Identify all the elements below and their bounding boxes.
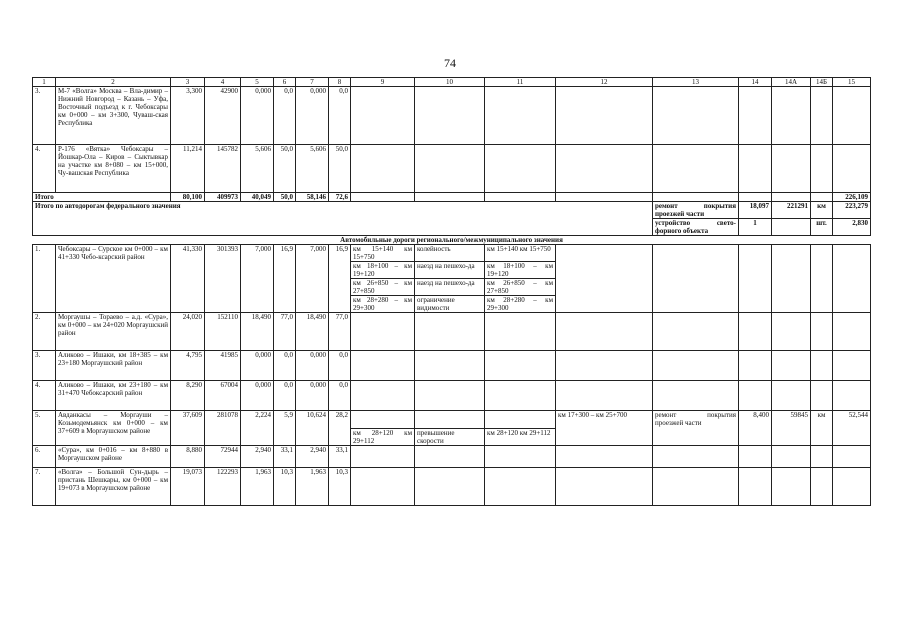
- row-number: 3.: [33, 87, 56, 145]
- cell: 2,940: [241, 446, 274, 468]
- hazard-type: превышение скорости: [415, 429, 485, 446]
- cell: 0,0: [329, 87, 351, 145]
- col-num: 13: [653, 78, 739, 87]
- cell-length: 41,330: [171, 245, 205, 313]
- cell: 0,000: [296, 381, 329, 411]
- hazard-section: км 28+120 км 29+112: [485, 429, 556, 446]
- hazard-section: км 15+140 км 15+750: [485, 245, 556, 262]
- cell: 0,0: [274, 351, 296, 381]
- cell: 10,3: [329, 468, 351, 506]
- table-row: [33, 411, 871, 429]
- cell: 10,624: [296, 411, 329, 446]
- cell: 16,9: [274, 245, 296, 313]
- cell-area: 145782: [205, 145, 241, 193]
- unit: км: [811, 202, 833, 219]
- table-row: [33, 145, 871, 193]
- cell: 5,606: [241, 145, 274, 193]
- work-type: ремонт покрытия проезжей части: [653, 411, 739, 446]
- cell: 7,000: [296, 245, 329, 313]
- cell: 50,0: [329, 145, 351, 193]
- cell: 0,000: [241, 87, 274, 145]
- cell: 2,940: [296, 446, 329, 468]
- row-number: 1.: [33, 245, 56, 313]
- cell-area: 72944: [205, 446, 241, 468]
- row-number: 6.: [33, 446, 56, 468]
- work-type: ремонт покрытия проезжей части: [653, 202, 739, 219]
- cell: 0,0: [274, 87, 296, 145]
- unit: км: [811, 411, 833, 446]
- table-row: [33, 468, 871, 506]
- cell: 0,000: [296, 87, 329, 145]
- cell: 221291: [772, 202, 811, 219]
- cell: 0,000: [241, 381, 274, 411]
- cell: 7,000: [241, 245, 274, 313]
- cell-length: 19,073: [171, 468, 205, 506]
- cell: 1: [739, 219, 772, 236]
- total-cell: 72,6: [329, 193, 351, 202]
- col-num: 10: [415, 78, 485, 87]
- road-name: «Сура», км 0+016 – км 8+880 в Моргаушском районе: [56, 446, 171, 468]
- hazard-section: км 26+850 – км 27+850: [485, 279, 556, 296]
- cell-length: 8,880: [171, 446, 205, 468]
- hazard-type: ограничение видимости: [415, 296, 485, 313]
- row-number: 5.: [33, 411, 56, 446]
- cell: 1,963: [296, 468, 329, 506]
- col-num: 15: [833, 78, 871, 87]
- table-row: [33, 351, 871, 381]
- total-cell: 40,049: [241, 193, 274, 202]
- table-row: [33, 245, 871, 262]
- hazard-section: км 18+100 – км 19+120: [485, 262, 556, 279]
- road-name: Моргаушы – Тораево – а.д. «Сура», км 0+000 – км 24+020 Моргаушский район: [56, 313, 171, 351]
- row-number: 4.: [33, 145, 56, 193]
- col-num: 14Б: [811, 78, 833, 87]
- cell-length: 8,290: [171, 381, 205, 411]
- cell: 18,490: [296, 313, 329, 351]
- cell: 0,000: [296, 351, 329, 381]
- road-name: «Волга» – Большой Сун-дырь – пристань Шешкары, км 0+000 – км 19+073 в Моргаушском районе: [56, 468, 171, 506]
- hazard-section: км 15+140 км 15+750: [351, 245, 415, 262]
- row-number: 2.: [33, 313, 56, 351]
- cell: 1,963: [241, 468, 274, 506]
- cell-area: 122293: [205, 468, 241, 506]
- col-num: 1: [33, 78, 56, 87]
- cell: 18,097: [739, 202, 772, 219]
- cell: 0,0: [274, 381, 296, 411]
- cell: 5,606: [296, 145, 329, 193]
- cell: 0,0: [329, 381, 351, 411]
- col-num: 6: [274, 78, 296, 87]
- cell-length: 4,795: [171, 351, 205, 381]
- table-row: [33, 381, 871, 411]
- col-num: 7: [296, 78, 329, 87]
- roads-table: [32, 77, 871, 506]
- total-cell: 50,0: [274, 193, 296, 202]
- cell: 223,279: [833, 202, 871, 219]
- total-label: Итого: [33, 193, 171, 202]
- road-name: М-7 «Волга» Москва – Вла-димир – Нижний Новгород – Казань – Уфа, Восточный подъезд к г. Чебоксары км 0+000 – км 3+300, Чуваш-ская Республика: [56, 87, 171, 145]
- col-num: 4: [205, 78, 241, 87]
- col-num: 3: [171, 78, 205, 87]
- hazard-type: колейность: [415, 245, 485, 262]
- cell-area: 281078: [205, 411, 241, 446]
- cell: 28,2: [329, 411, 351, 446]
- col-num: 2: [56, 78, 171, 87]
- cell-length: 37,609: [171, 411, 205, 446]
- federal-total-row: [33, 202, 871, 219]
- cell-area: 67004: [205, 381, 241, 411]
- hazard-type: наезд на пешехо-да: [415, 279, 485, 296]
- col-num: 5: [241, 78, 274, 87]
- road-name: Авданкасы – Моргауши – Козьмодемьянск км 0+000 – км 37+609 в Моргаушском районе: [56, 411, 171, 446]
- row-number: 3.: [33, 351, 56, 381]
- hazard-section: км 28+120 км 29+112: [351, 429, 415, 446]
- cell-area: 42900: [205, 87, 241, 145]
- cell: 8,400: [739, 411, 772, 446]
- total-cell: 58,146: [296, 193, 329, 202]
- road-name: Аликово – Ишаки, км 23+180 – км 31+470 Чебоксарский район: [56, 381, 171, 411]
- work-type: устройство свето-форного объекта: [653, 219, 739, 236]
- cell: 33,1: [329, 446, 351, 468]
- col-num: 12: [556, 78, 653, 87]
- table-row: [33, 446, 871, 468]
- hazard-type: наезд на пешехо-да: [415, 262, 485, 279]
- table-row: [33, 87, 871, 145]
- col-num: 9: [351, 78, 415, 87]
- cell: 2,224: [241, 411, 274, 446]
- cell: [772, 219, 811, 236]
- column-number-row: [33, 78, 871, 87]
- total-cell: 80,100: [171, 193, 205, 202]
- cell-length: 11,214: [171, 145, 205, 193]
- road-name: Р-176 «Вятка» Чебоксары – Йошкар-Ола – Киров – Сыктывкар на участке км 8+080 – км 15+000, Чу-вашская Республика: [56, 145, 171, 193]
- row-number: 7.: [33, 468, 56, 506]
- cell: 5,9: [274, 411, 296, 446]
- col-num: 8: [329, 78, 351, 87]
- total-cell: 409973: [205, 193, 241, 202]
- row-number: 4.: [33, 381, 56, 411]
- cell: 2,830: [833, 219, 871, 236]
- hazard-section: км 26+850 – км 27+850: [351, 279, 415, 296]
- cell: 10,3: [274, 468, 296, 506]
- cell: 16,9: [329, 245, 351, 313]
- cell: 77,0: [329, 313, 351, 351]
- unit: шт.: [811, 219, 833, 236]
- cell: 0,000: [241, 351, 274, 381]
- cell: 77,0: [274, 313, 296, 351]
- col-num: 14: [739, 78, 772, 87]
- federal-total-label: Итого по автодорогам федерального значения: [33, 202, 653, 236]
- cell-length: 24,020: [171, 313, 205, 351]
- cell-area: 41985: [205, 351, 241, 381]
- cell-area: 152110: [205, 313, 241, 351]
- hazard-section: км 18+100 – км 19+120: [351, 262, 415, 279]
- cell: 52,544: [833, 411, 871, 446]
- col-num: 11: [485, 78, 556, 87]
- cell-area: 301393: [205, 245, 241, 313]
- cell: 0,0: [329, 351, 351, 381]
- cell-length: 3,300: [171, 87, 205, 145]
- hazard-section: км 28+280 – км 29+300: [485, 296, 556, 313]
- page-number: 74: [444, 56, 456, 70]
- road-name: Чебоксары – Сурское км 0+000 – км 41+330 Чебо-ксарский район: [56, 245, 171, 313]
- total-cell: 226,109: [833, 193, 871, 202]
- hazard-section: км 28+280 – км 29+300: [351, 296, 415, 313]
- section-heading-row: [33, 236, 871, 245]
- table-row: [33, 313, 871, 351]
- cell: 33,1: [274, 446, 296, 468]
- total-row: [33, 193, 871, 202]
- road-name: Аликово – Ишаки, км 18+385 – км 23+180 Моргаушский район: [56, 351, 171, 381]
- section-heading: Автомобильные дороги регионального/межмуниципального значения: [33, 236, 871, 245]
- repair-section: км 17+300 – км 25+700: [556, 411, 653, 446]
- cell: 50,0: [274, 145, 296, 193]
- cell: 18,490: [241, 313, 274, 351]
- col-num: 14А: [772, 78, 811, 87]
- cell: 59845: [772, 411, 811, 446]
